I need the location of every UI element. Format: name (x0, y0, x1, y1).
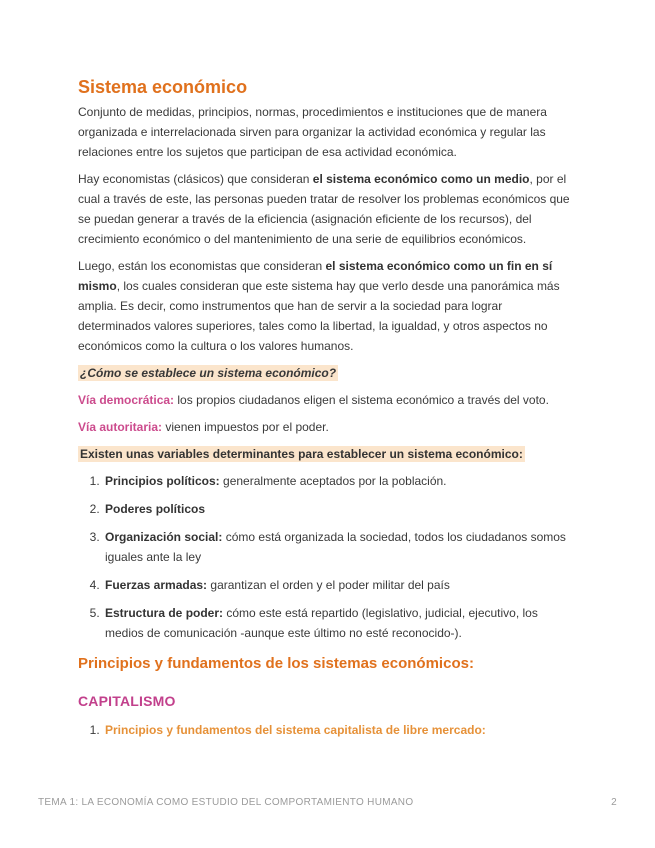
intro-paragraph (78, 102, 578, 162)
list-item-label: Estructura de poder: (105, 606, 224, 620)
list-item-label: Fuerzas armadas: (105, 578, 208, 592)
list-item (103, 575, 578, 595)
subsection-heading-capitalismo: CAPITALISMO (78, 693, 176, 709)
list-item (103, 527, 578, 567)
paragraph-bold-text: el sistema económico como un medio (312, 172, 530, 186)
medio-paragraph (78, 169, 578, 249)
list-item-label: Principios políticos: (105, 474, 220, 488)
question-heading-line (78, 363, 578, 383)
via-autoritaria-paragraph (78, 417, 578, 437)
paragraph-text: Luego, están los economistas que consideran (78, 259, 326, 273)
list-item (103, 471, 578, 491)
variables-heading: Existen unas variables determinantes para establecer un sistema económico: (80, 447, 523, 461)
list-item-text: generalmente aceptados por la población. (223, 474, 447, 488)
via-democratica-paragraph (78, 390, 578, 410)
page-number: 2 (611, 797, 617, 808)
paragraph-text: Hay economistas (clásicos) que consideran (78, 172, 313, 186)
question-heading: ¿Cómo se establece un sistema económico? (80, 366, 337, 380)
via-democratica-text: los propios ciudadanos eligen el sistema económico a través del voto. (177, 393, 549, 407)
capitalism-list (78, 720, 578, 740)
list-item-text: garantizan el orden y el poder militar del país (210, 578, 450, 592)
list-item (103, 603, 578, 643)
paragraph-text: , por el cual a través de este, las personas pueden tratar de resolver los problemas económicos que se puedan generar a través de la eficiencia (asignación eficiente de los recursos), del crecimiento económico o del mantenimiento de una serie de equilibrios económicos. (78, 172, 570, 246)
paragraph-text: Conjunto de medidas, principios, normas, procedimientos e instituciones que de manera organizada e interrelacionada sirven para organizar la actividad económica y regular las relaciones entre los sujetos que participan de esa actividad económica. (78, 105, 547, 159)
variables-heading-line (78, 444, 578, 464)
variables-list (78, 471, 578, 643)
fin-paragraph (78, 256, 578, 356)
capitalism-item-text: Principios y fundamentos del sistema capitalista de libre mercado: (105, 723, 486, 737)
document-content (78, 76, 578, 740)
via-democratica-label: Vía democrática: (78, 393, 175, 407)
via-autoritaria-text: vienen impuestos por el poder. (165, 420, 329, 434)
list-item-label: Poderes políticos (105, 502, 206, 516)
list-item (103, 499, 578, 519)
footer-title: TEMA 1: LA ECONOMÍA COMO ESTUDIO DEL COMPORTAMIENTO HUMANO (38, 797, 414, 808)
list-item-text: cómo está organizada la sociedad, todos los ciudadanos somos iguales ante la ley (105, 530, 566, 564)
page-footer (38, 797, 617, 809)
list-item (103, 720, 578, 740)
page-title: Sistema económico (78, 77, 248, 97)
via-autoritaria-label: Vía autoritaria: (78, 420, 163, 434)
paragraph-text: , los cuales consideran que este sistema hay que verlo desde una panorámica más amplia. Es decir, como instrumentos que han de servir a la sociedad para lograr determinados valores superiores, tales como la libertad, la igualdad, y otros aspectos no económicos como la cultura o los valores humanos. (78, 279, 560, 353)
paragraph-bold-text: el sistema económico como un fin en sí mismo (78, 259, 553, 293)
list-item-text: cómo este está repartido (legislativo, judicial, ejecutivo, los medios de comunicación -aunque este último no esté reconocido-). (105, 606, 538, 640)
section-heading-principios: Principios y fundamentos de los sistemas económicos: (78, 655, 474, 672)
list-item-label: Organización social: (105, 530, 223, 544)
